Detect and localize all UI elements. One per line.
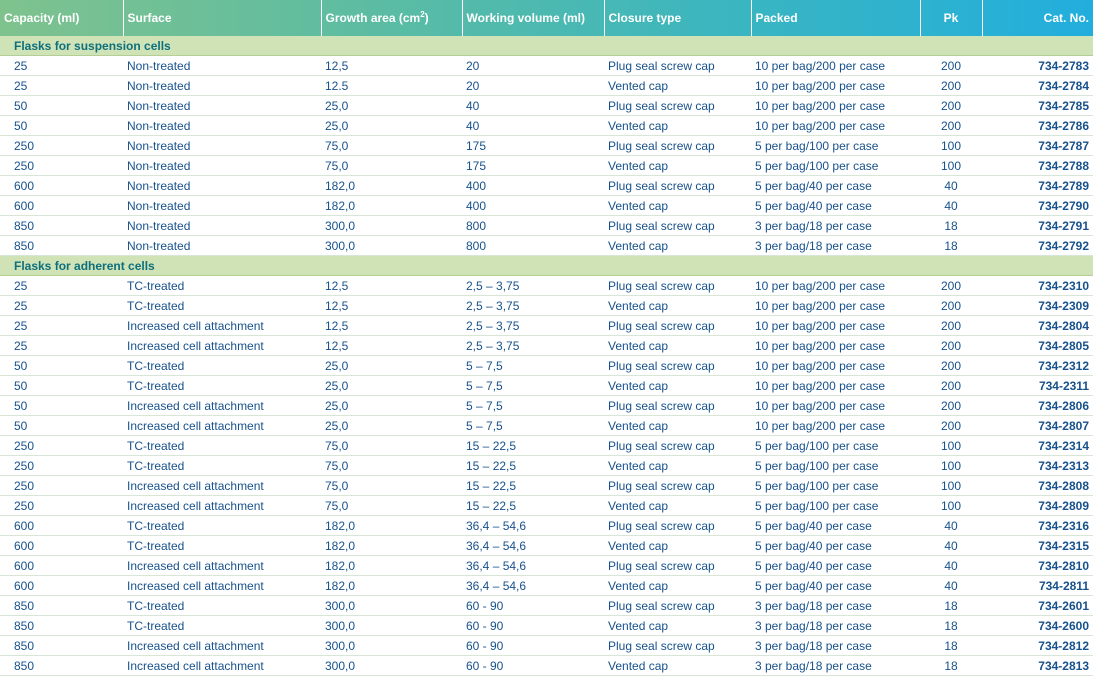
cell-capacity: 850 xyxy=(0,636,123,656)
cell-closure-type: Vented cap xyxy=(604,416,751,436)
cell-closure-type: Vented cap xyxy=(604,196,751,216)
cell-capacity: 25 xyxy=(0,56,123,76)
cell-working-volume: 2,5 – 3,75 xyxy=(462,296,604,316)
cell-capacity: 600 xyxy=(0,556,123,576)
cell-packed: 5 per bag/40 per case xyxy=(751,556,920,576)
cell-packed: 3 per bag/18 per case xyxy=(751,216,920,236)
cell-capacity: 50 xyxy=(0,396,123,416)
table-row xyxy=(0,296,1093,316)
cell-closure-type: Plug seal screw cap xyxy=(604,636,751,656)
table-row xyxy=(0,456,1093,476)
table-header xyxy=(0,0,1093,36)
cell-pk: 200 xyxy=(920,396,982,416)
cell-growth-area: 182,0 xyxy=(321,516,462,536)
cell-packed: 10 per bag/200 per case xyxy=(751,316,920,336)
cell-working-volume: 40 xyxy=(462,96,604,116)
table-row xyxy=(0,376,1093,396)
table-row xyxy=(0,416,1093,436)
cell-closure-type: Vented cap xyxy=(604,156,751,176)
header-cat-no: Cat. No. xyxy=(982,0,1093,36)
header-growth-area-end: ) xyxy=(424,11,429,25)
cell-closure-type: Plug seal screw cap xyxy=(604,476,751,496)
cell-cat-no: 734-2601 xyxy=(982,596,1093,616)
table-row xyxy=(0,576,1093,596)
cell-capacity: 600 xyxy=(0,176,123,196)
cell-surface: Non-treated xyxy=(123,236,321,256)
cell-cat-no: 734-2312 xyxy=(982,356,1093,376)
header-working-volume: Working volume (ml) xyxy=(462,0,604,36)
cell-cat-no: 734-2311 xyxy=(982,376,1093,396)
cell-working-volume: 20 xyxy=(462,56,604,76)
cell-capacity: 850 xyxy=(0,616,123,636)
cell-growth-area: 12,5 xyxy=(321,316,462,336)
cell-packed: 10 per bag/200 per case xyxy=(751,356,920,376)
cell-working-volume: 15 – 22,5 xyxy=(462,436,604,456)
cell-packed: 3 per bag/18 per case xyxy=(751,636,920,656)
cell-capacity: 600 xyxy=(0,536,123,556)
header-capacity: Capacity (ml) xyxy=(4,11,80,25)
cell-surface: Increased cell attachment xyxy=(123,416,321,436)
cell-cat-no: 734-2310 xyxy=(982,276,1093,296)
cell-pk: 200 xyxy=(920,96,982,116)
cell-packed: 3 per bag/18 per case xyxy=(751,596,920,616)
table-row xyxy=(0,156,1093,176)
cell-growth-area: 75,0 xyxy=(321,436,462,456)
cell-growth-area: 75,0 xyxy=(321,156,462,176)
cell-working-volume: 36,4 – 54,6 xyxy=(462,576,604,596)
table-row xyxy=(0,656,1093,676)
cell-surface: Non-treated xyxy=(123,56,321,76)
cell-pk: 200 xyxy=(920,416,982,436)
cell-capacity: 25 xyxy=(0,76,123,96)
cell-cat-no: 734-2807 xyxy=(982,416,1093,436)
cell-working-volume: 800 xyxy=(462,216,604,236)
cell-pk: 200 xyxy=(920,316,982,336)
cell-growth-area: 12.5 xyxy=(321,76,462,96)
cell-surface: Increased cell attachment xyxy=(123,496,321,516)
cell-surface: Increased cell attachment xyxy=(123,576,321,596)
cell-pk: 100 xyxy=(920,456,982,476)
cell-working-volume: 2,5 – 3,75 xyxy=(462,276,604,296)
cell-surface: TC-treated xyxy=(123,356,321,376)
header-packed: Packed xyxy=(751,0,920,36)
cell-working-volume: 800 xyxy=(462,236,604,256)
table-row xyxy=(0,216,1093,236)
cell-capacity: 25 xyxy=(0,296,123,316)
cell-surface: Non-treated xyxy=(123,216,321,236)
cell-cat-no: 734-2791 xyxy=(982,216,1093,236)
table-row xyxy=(0,396,1093,416)
cell-working-volume: 5 – 7,5 xyxy=(462,376,604,396)
cell-working-volume: 15 – 22,5 xyxy=(462,456,604,476)
cell-cat-no: 734-2786 xyxy=(982,116,1093,136)
cell-growth-area: 12,5 xyxy=(321,336,462,356)
cell-packed: 5 per bag/40 per case xyxy=(751,516,920,536)
cell-packed: 5 per bag/40 per case xyxy=(751,576,920,596)
cell-capacity: 850 xyxy=(0,216,123,236)
cell-cat-no: 734-2784 xyxy=(982,76,1093,96)
cell-pk: 100 xyxy=(920,476,982,496)
cell-cat-no: 734-2316 xyxy=(982,516,1093,536)
cell-pk: 18 xyxy=(920,616,982,636)
cell-capacity: 600 xyxy=(0,516,123,536)
cell-surface: Non-treated xyxy=(123,176,321,196)
cell-packed: 5 per bag/100 per case xyxy=(751,456,920,476)
cell-capacity: 250 xyxy=(0,136,123,156)
cell-closure-type: Plug seal screw cap xyxy=(604,596,751,616)
header-growth-area-sup: 2 xyxy=(420,10,425,19)
cell-surface: Non-treated xyxy=(123,196,321,216)
cell-surface: TC-treated xyxy=(123,516,321,536)
cell-surface: Non-treated xyxy=(123,116,321,136)
cell-packed: 10 per bag/200 per case xyxy=(751,296,920,316)
cell-surface: TC-treated xyxy=(123,456,321,476)
cell-closure-type: Vented cap xyxy=(604,296,751,316)
cell-cat-no: 734-2792 xyxy=(982,236,1093,256)
header-growth-area-label: Growth area (cm xyxy=(325,11,421,25)
cell-working-volume: 2,5 – 3,75 xyxy=(462,336,604,356)
cell-cat-no: 734-2783 xyxy=(982,56,1093,76)
table-row xyxy=(0,56,1093,76)
cell-surface: Increased cell attachment xyxy=(123,396,321,416)
cell-growth-area: 182,0 xyxy=(321,576,462,596)
cell-closure-type: Vented cap xyxy=(604,576,751,596)
cell-surface: Non-treated xyxy=(123,96,321,116)
cell-closure-type: Vented cap xyxy=(604,536,751,556)
cell-capacity: 250 xyxy=(0,456,123,476)
cell-surface: Increased cell attachment xyxy=(123,336,321,356)
cell-pk: 100 xyxy=(920,436,982,456)
cell-cat-no: 734-2309 xyxy=(982,296,1093,316)
table-row xyxy=(0,196,1093,216)
cell-cat-no: 734-2804 xyxy=(982,316,1093,336)
cell-packed: 5 per bag/100 per case xyxy=(751,436,920,456)
cell-pk: 18 xyxy=(920,216,982,236)
group-header-row xyxy=(0,256,1093,276)
cell-working-volume: 2,5 – 3,75 xyxy=(462,316,604,336)
cell-packed: 5 per bag/40 per case xyxy=(751,536,920,556)
cell-working-volume: 5 – 7,5 xyxy=(462,356,604,376)
cell-growth-area: 75,0 xyxy=(321,496,462,516)
cell-closure-type: Vented cap xyxy=(604,456,751,476)
cell-working-volume: 36,4 – 54,6 xyxy=(462,556,604,576)
cell-closure-type: Vented cap xyxy=(604,116,751,136)
cell-working-volume: 15 – 22,5 xyxy=(462,496,604,516)
cell-cat-no: 734-2812 xyxy=(982,636,1093,656)
cell-growth-area: 300,0 xyxy=(321,616,462,636)
header-pk: Pk xyxy=(920,0,982,36)
cell-growth-area: 300,0 xyxy=(321,596,462,616)
cell-surface: TC-treated xyxy=(123,536,321,556)
cell-surface: Non-treated xyxy=(123,136,321,156)
cell-growth-area: 25,0 xyxy=(321,376,462,396)
cell-capacity: 600 xyxy=(0,576,123,596)
cell-growth-area: 182,0 xyxy=(321,176,462,196)
cell-growth-area: 300,0 xyxy=(321,216,462,236)
cell-pk: 200 xyxy=(920,296,982,316)
cell-capacity: 850 xyxy=(0,596,123,616)
table-row xyxy=(0,336,1093,356)
table-body xyxy=(0,36,1093,676)
cell-pk: 40 xyxy=(920,556,982,576)
cell-closure-type: Vented cap xyxy=(604,336,751,356)
cell-pk: 200 xyxy=(920,276,982,296)
cell-pk: 200 xyxy=(920,376,982,396)
cell-closure-type: Plug seal screw cap xyxy=(604,396,751,416)
group-header-row xyxy=(0,36,1093,56)
cell-cat-no: 734-2790 xyxy=(982,196,1093,216)
cell-packed: 10 per bag/200 per case xyxy=(751,396,920,416)
cell-working-volume: 400 xyxy=(462,196,604,216)
cell-closure-type: Vented cap xyxy=(604,376,751,396)
table-row xyxy=(0,96,1093,116)
table-row xyxy=(0,236,1093,256)
cell-closure-type: Plug seal screw cap xyxy=(604,176,751,196)
cell-working-volume: 36,4 – 54,6 xyxy=(462,516,604,536)
cell-capacity: 25 xyxy=(0,276,123,296)
cell-growth-area: 25,0 xyxy=(321,396,462,416)
cell-surface: TC-treated xyxy=(123,436,321,456)
cell-working-volume: 5 – 7,5 xyxy=(462,416,604,436)
cell-packed: 10 per bag/200 per case xyxy=(751,416,920,436)
cell-surface: Increased cell attachment xyxy=(123,656,321,676)
cell-surface: Increased cell attachment xyxy=(123,316,321,336)
cell-packed: 5 per bag/40 per case xyxy=(751,196,920,216)
cell-working-volume: 15 – 22,5 xyxy=(462,476,604,496)
cell-packed: 10 per bag/200 per case xyxy=(751,96,920,116)
cell-pk: 40 xyxy=(920,176,982,196)
cell-growth-area: 300,0 xyxy=(321,236,462,256)
cell-packed: 10 per bag/200 per case xyxy=(751,336,920,356)
cell-surface: TC-treated xyxy=(123,276,321,296)
cell-capacity: 250 xyxy=(0,156,123,176)
table-row xyxy=(0,276,1093,296)
header-row xyxy=(0,0,1093,36)
cell-capacity: 850 xyxy=(0,656,123,676)
table-row xyxy=(0,136,1093,156)
cell-capacity: 50 xyxy=(0,376,123,396)
table-row xyxy=(0,636,1093,656)
cell-closure-type: Vented cap xyxy=(604,76,751,96)
cell-growth-area: 75,0 xyxy=(321,456,462,476)
cell-growth-area: 25,0 xyxy=(321,116,462,136)
table-row xyxy=(0,556,1093,576)
cell-surface: Increased cell attachment xyxy=(123,476,321,496)
cell-growth-area: 25,0 xyxy=(321,416,462,436)
cell-capacity: 50 xyxy=(0,356,123,376)
group-title: Flasks for adherent cells xyxy=(0,256,1093,276)
cell-cat-no: 734-2315 xyxy=(982,536,1093,556)
cell-working-volume: 175 xyxy=(462,156,604,176)
cell-growth-area: 12,5 xyxy=(321,296,462,316)
cell-packed: 10 per bag/200 per case xyxy=(751,76,920,96)
cell-capacity: 250 xyxy=(0,436,123,456)
table-row xyxy=(0,316,1093,336)
cell-capacity: 50 xyxy=(0,96,123,116)
table-row xyxy=(0,176,1093,196)
table-row xyxy=(0,76,1093,96)
cell-surface: TC-treated xyxy=(123,616,321,636)
cell-closure-type: Vented cap xyxy=(604,496,751,516)
cell-pk: 100 xyxy=(920,156,982,176)
cell-closure-type: Plug seal screw cap xyxy=(604,276,751,296)
cell-growth-area: 75,0 xyxy=(321,136,462,156)
table-row xyxy=(0,536,1093,556)
cell-working-volume: 5 – 7,5 xyxy=(462,396,604,416)
cell-packed: 3 per bag/18 per case xyxy=(751,616,920,636)
table-row xyxy=(0,436,1093,456)
cell-capacity: 850 xyxy=(0,236,123,256)
cell-cat-no: 734-2789 xyxy=(982,176,1093,196)
cell-growth-area: 182,0 xyxy=(321,196,462,216)
cell-closure-type: Plug seal screw cap xyxy=(604,436,751,456)
cell-growth-area: 12,5 xyxy=(321,56,462,76)
cell-packed: 5 per bag/100 per case xyxy=(751,156,920,176)
cell-packed: 10 per bag/200 per case xyxy=(751,56,920,76)
cell-closure-type: Vented cap xyxy=(604,236,751,256)
cell-working-volume: 40 xyxy=(462,116,604,136)
cell-surface: TC-treated xyxy=(123,296,321,316)
cell-packed: 10 per bag/200 per case xyxy=(751,116,920,136)
cell-working-volume: 60 - 90 xyxy=(462,616,604,636)
table-row xyxy=(0,516,1093,536)
cell-growth-area: 75,0 xyxy=(321,476,462,496)
cell-surface: Non-treated xyxy=(123,76,321,96)
cell-pk: 40 xyxy=(920,576,982,596)
cell-closure-type: Plug seal screw cap xyxy=(604,96,751,116)
header-growth-area xyxy=(321,0,462,36)
cell-capacity: 250 xyxy=(0,476,123,496)
cell-packed: 3 per bag/18 per case xyxy=(751,236,920,256)
table-row xyxy=(0,356,1093,376)
cell-capacity: 50 xyxy=(0,116,123,136)
cell-cat-no: 734-2805 xyxy=(982,336,1093,356)
cell-growth-area: 300,0 xyxy=(321,636,462,656)
cell-growth-area: 300,0 xyxy=(321,656,462,676)
cell-closure-type: Plug seal screw cap xyxy=(604,316,751,336)
cell-capacity: 25 xyxy=(0,336,123,356)
cell-packed: 10 per bag/200 per case xyxy=(751,276,920,296)
cell-packed: 5 per bag/40 per case xyxy=(751,176,920,196)
table-row xyxy=(0,616,1093,636)
cell-closure-type: Plug seal screw cap xyxy=(604,356,751,376)
cell-cat-no: 734-2809 xyxy=(982,496,1093,516)
cell-cat-no: 734-2788 xyxy=(982,156,1093,176)
cell-pk: 100 xyxy=(920,496,982,516)
header-closure-type: Closure type xyxy=(604,0,751,36)
cell-working-volume: 20 xyxy=(462,76,604,96)
cell-growth-area: 25,0 xyxy=(321,356,462,376)
cell-growth-area: 12,5 xyxy=(321,276,462,296)
cell-surface: TC-treated xyxy=(123,376,321,396)
cell-surface: Increased cell attachment xyxy=(123,636,321,656)
cell-cat-no: 734-2810 xyxy=(982,556,1093,576)
cell-pk: 40 xyxy=(920,536,982,556)
cell-closure-type: Plug seal screw cap xyxy=(604,56,751,76)
cell-growth-area: 25,0 xyxy=(321,96,462,116)
cell-surface: Increased cell attachment xyxy=(123,556,321,576)
cell-pk: 40 xyxy=(920,196,982,216)
cell-capacity: 50 xyxy=(0,416,123,436)
header-surface: Surface xyxy=(123,0,321,36)
cell-cat-no: 734-2785 xyxy=(982,96,1093,116)
cell-working-volume: 36,4 – 54,6 xyxy=(462,536,604,556)
cell-working-volume: 175 xyxy=(462,136,604,156)
table-row xyxy=(0,476,1093,496)
cell-working-volume: 400 xyxy=(462,176,604,196)
cell-cat-no: 734-2811 xyxy=(982,576,1093,596)
cell-pk: 200 xyxy=(920,56,982,76)
cell-working-volume: 60 - 90 xyxy=(462,656,604,676)
cell-packed: 3 per bag/18 per case xyxy=(751,656,920,676)
cell-working-volume: 60 - 90 xyxy=(462,596,604,616)
cell-closure-type: Plug seal screw cap xyxy=(604,216,751,236)
cell-cat-no: 734-2806 xyxy=(982,396,1093,416)
cell-pk: 100 xyxy=(920,136,982,156)
cell-packed: 5 per bag/100 per case xyxy=(751,476,920,496)
cell-pk: 18 xyxy=(920,596,982,616)
cell-surface: TC-treated xyxy=(123,596,321,616)
cell-cat-no: 734-2787 xyxy=(982,136,1093,156)
cell-pk: 40 xyxy=(920,516,982,536)
cell-closure-type: Plug seal screw cap xyxy=(604,516,751,536)
cell-pk: 18 xyxy=(920,636,982,656)
cell-pk: 18 xyxy=(920,236,982,256)
cell-pk: 18 xyxy=(920,656,982,676)
cell-cat-no: 734-2314 xyxy=(982,436,1093,456)
cell-cat-no: 734-2313 xyxy=(982,456,1093,476)
group-title: Flasks for suspension cells xyxy=(0,36,1093,56)
cell-closure-type: Vented cap xyxy=(604,616,751,636)
cell-packed: 5 per bag/100 per case xyxy=(751,136,920,156)
cell-capacity: 250 xyxy=(0,496,123,516)
cell-packed: 10 per bag/200 per case xyxy=(751,376,920,396)
table-row xyxy=(0,496,1093,516)
cell-cat-no: 734-2600 xyxy=(982,616,1093,636)
cell-surface: Non-treated xyxy=(123,156,321,176)
cell-working-volume: 60 - 90 xyxy=(462,636,604,656)
cell-closure-type: Plug seal screw cap xyxy=(604,136,751,156)
cell-pk: 200 xyxy=(920,336,982,356)
cell-closure-type: Plug seal screw cap xyxy=(604,556,751,576)
cell-cat-no: 734-2813 xyxy=(982,656,1093,676)
cell-pk: 200 xyxy=(920,116,982,136)
table-row xyxy=(0,596,1093,616)
cell-growth-area: 182,0 xyxy=(321,556,462,576)
cell-pk: 200 xyxy=(920,356,982,376)
cell-cat-no: 734-2808 xyxy=(982,476,1093,496)
table-row xyxy=(0,116,1093,136)
cell-closure-type: Vented cap xyxy=(604,656,751,676)
cell-pk: 200 xyxy=(920,76,982,96)
cell-growth-area: 182,0 xyxy=(321,536,462,556)
cell-packed: 5 per bag/100 per case xyxy=(751,496,920,516)
cell-capacity: 25 xyxy=(0,316,123,336)
cell-capacity: 600 xyxy=(0,196,123,216)
